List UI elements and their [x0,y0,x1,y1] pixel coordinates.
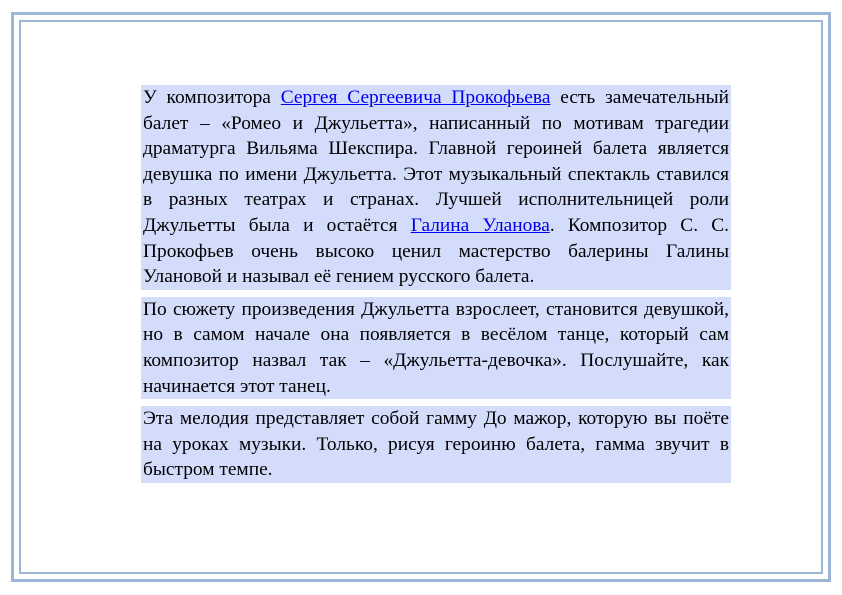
text-block [141,85,731,483]
paragraph-1-text: У композитора [143,87,281,108]
paragraph-3 [141,406,731,483]
paragraph-1-text: . Композитор С. С. Прокофьев очень высоко ценил мастерство балерины Галины Улановой и называл её гением русского балета. [143,214,729,288]
ballerina-link[interactable]: Галина Уланова [410,214,550,236]
paragraph-2-text: По сюжету произведения Джульетта взрослеет, становится девушкой, но в самом начале она появляется в весёлом танце, который сам композитор назвал так – «Джульетта-девочка». Послушайте, как начинается этот танец. [143,298,729,397]
composer-link[interactable]: Сергея Сергеевича Прокофьева [280,87,551,108]
paragraph-3-text: Эта мелодия представляет собой гамму До мажор, которую вы поёте на уроках музыки. Только, рисуя героиню балета, гамма звучит в быстром темпе. [143,408,729,481]
paragraph-1-text: есть замечательный балет – «Ромео и Джульетта», написанный по мотивам трагедии драматурга Вильяма Шекспира. Главной героиней балета является девушка по имени Джульетта. Этот музыкальный спектакль ставился в разных театрах и странах. Лучшей исполнительницей роли Джульетты была и остаётся [143,87,730,236]
paragraph-2 [141,297,731,399]
paragraph-1 [141,85,731,290]
